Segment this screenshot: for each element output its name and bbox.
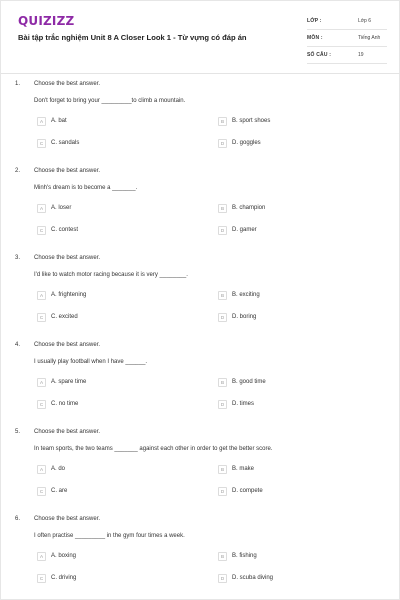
meta-key: MÔN : (307, 35, 323, 41)
option-letter-box: A (37, 291, 46, 300)
question-number: 5. (15, 429, 21, 435)
question-text: I often practise _________ in the gym four times a week. (34, 533, 185, 539)
option-letter-box: A (37, 378, 46, 387)
option-letter-box: B (218, 204, 227, 213)
option-b[interactable] (218, 290, 260, 300)
option-letter-box: A (37, 552, 46, 561)
option-text: A. boxing (51, 553, 77, 559)
option-text: A. frightening (51, 292, 87, 298)
option-letter-box: C (37, 313, 46, 322)
option-letter-box: A (37, 204, 46, 213)
quizizz-logo: QUIZIZZ (18, 14, 75, 28)
option-letter-box: A (37, 117, 46, 126)
question-instruction: Choose the best answer. (34, 516, 101, 522)
option-text: A. loser (51, 205, 72, 211)
question-5 (1, 429, 400, 515)
question-instruction: Choose the best answer. (34, 255, 101, 261)
option-text: C. sandals (51, 140, 80, 146)
option-text: D. gamer (232, 227, 257, 233)
option-letter-box: B (218, 291, 227, 300)
meta-value: Lớp 6 (358, 18, 372, 24)
question-number: 4. (15, 342, 21, 348)
option-text: B. exciting (232, 292, 260, 298)
option-letter-box: C (37, 487, 46, 496)
option-d[interactable] (218, 138, 261, 148)
meta-value: 19 (358, 52, 364, 58)
option-d[interactable] (218, 573, 273, 583)
option-letter-box: C (37, 139, 46, 148)
option-c[interactable] (37, 312, 78, 322)
option-b[interactable] (218, 551, 257, 561)
option-text: B. good time (232, 379, 266, 385)
option-a[interactable] (37, 203, 71, 213)
meta-key: LỚP : (307, 18, 322, 24)
option-letter-box: D (218, 487, 227, 496)
option-text: D. scuba diving (232, 575, 274, 581)
question-number: 6. (15, 516, 21, 522)
option-c[interactable] (37, 399, 78, 409)
question-instruction: Choose the best answer. (34, 168, 101, 174)
option-text: D. boring (232, 314, 257, 320)
option-b[interactable] (218, 116, 270, 126)
question-instruction: Choose the best answer. (34, 429, 101, 435)
question-text: Minh's dream is to become a _______. (34, 185, 138, 191)
option-text: D. times (232, 401, 255, 407)
option-letter-box: B (218, 378, 227, 387)
option-c[interactable] (37, 225, 78, 235)
meta-value: Tiếng Anh (358, 35, 381, 41)
option-a[interactable] (37, 290, 86, 300)
option-text: C. are (51, 488, 68, 494)
meta-row-subject (307, 30, 387, 47)
page-title: Bài tập trắc nghiệm Unit 8 A Closer Look 1 - Từ vựng có đáp án (18, 33, 247, 42)
option-d[interactable] (218, 312, 256, 322)
question-2 (1, 168, 400, 254)
option-letter-box: D (218, 574, 227, 583)
meta-row-class (307, 13, 387, 30)
option-c[interactable] (37, 573, 76, 583)
option-a[interactable] (37, 551, 76, 561)
option-text: C. no time (51, 401, 79, 407)
option-text: D. goggles (232, 140, 261, 146)
option-text: C. contest (51, 227, 79, 233)
option-letter-box: C (37, 226, 46, 235)
option-letter-box: C (37, 574, 46, 583)
question-instruction: Choose the best answer. (34, 81, 101, 87)
meta-key: SỐ CÂU : (307, 52, 332, 58)
option-text: B. make (232, 466, 255, 472)
option-letter-box: B (218, 117, 227, 126)
option-text: B. sport shoes (232, 118, 271, 124)
option-d[interactable] (218, 225, 257, 235)
meta-row-question-count (307, 47, 387, 64)
option-letter-box: C (37, 400, 46, 409)
option-letter-box: D (218, 313, 227, 322)
option-a[interactable] (37, 377, 86, 387)
option-text: A. spare time (51, 379, 87, 385)
option-letter-box: B (218, 465, 227, 474)
option-letter-box: D (218, 139, 227, 148)
question-text: I'd like to watch motor racing because it is very ________. (34, 272, 188, 278)
question-number: 3. (15, 255, 21, 261)
worksheet-header (1, 1, 400, 73)
option-b[interactable] (218, 464, 254, 474)
question-text: Don't forget to bring your _________to climb a mountain. (34, 98, 186, 104)
option-c[interactable] (37, 138, 79, 148)
meta-table (307, 13, 387, 64)
question-number: 2. (15, 168, 21, 174)
option-d[interactable] (218, 486, 263, 496)
question-1 (1, 81, 400, 167)
question-text: In team sports, the two teams _______ against each other in order to get the better score. (34, 446, 273, 452)
option-letter-box: B (218, 552, 227, 561)
option-a[interactable] (37, 116, 67, 126)
option-text: C. excited (51, 314, 78, 320)
option-d[interactable] (218, 399, 254, 409)
option-text: C. driving (51, 575, 77, 581)
option-text: B. champion (232, 205, 266, 211)
header-divider (1, 73, 400, 74)
option-b[interactable] (218, 377, 266, 387)
option-text: A. do (51, 466, 66, 472)
question-number: 1. (15, 81, 21, 87)
question-3 (1, 255, 400, 341)
question-6 (1, 516, 400, 600)
option-text: A. bat (51, 118, 67, 124)
option-letter-box: D (218, 226, 227, 235)
option-text: D. compete (232, 488, 263, 494)
option-letter-box: A (37, 465, 46, 474)
question-instruction: Choose the best answer. (34, 342, 101, 348)
option-a[interactable] (37, 464, 65, 474)
question-4 (1, 342, 400, 428)
option-text: B. fishing (232, 553, 257, 559)
option-b[interactable] (218, 203, 265, 213)
option-letter-box: D (218, 400, 227, 409)
option-c[interactable] (37, 486, 67, 496)
question-text: I usually play football when I have ______. (34, 359, 148, 365)
